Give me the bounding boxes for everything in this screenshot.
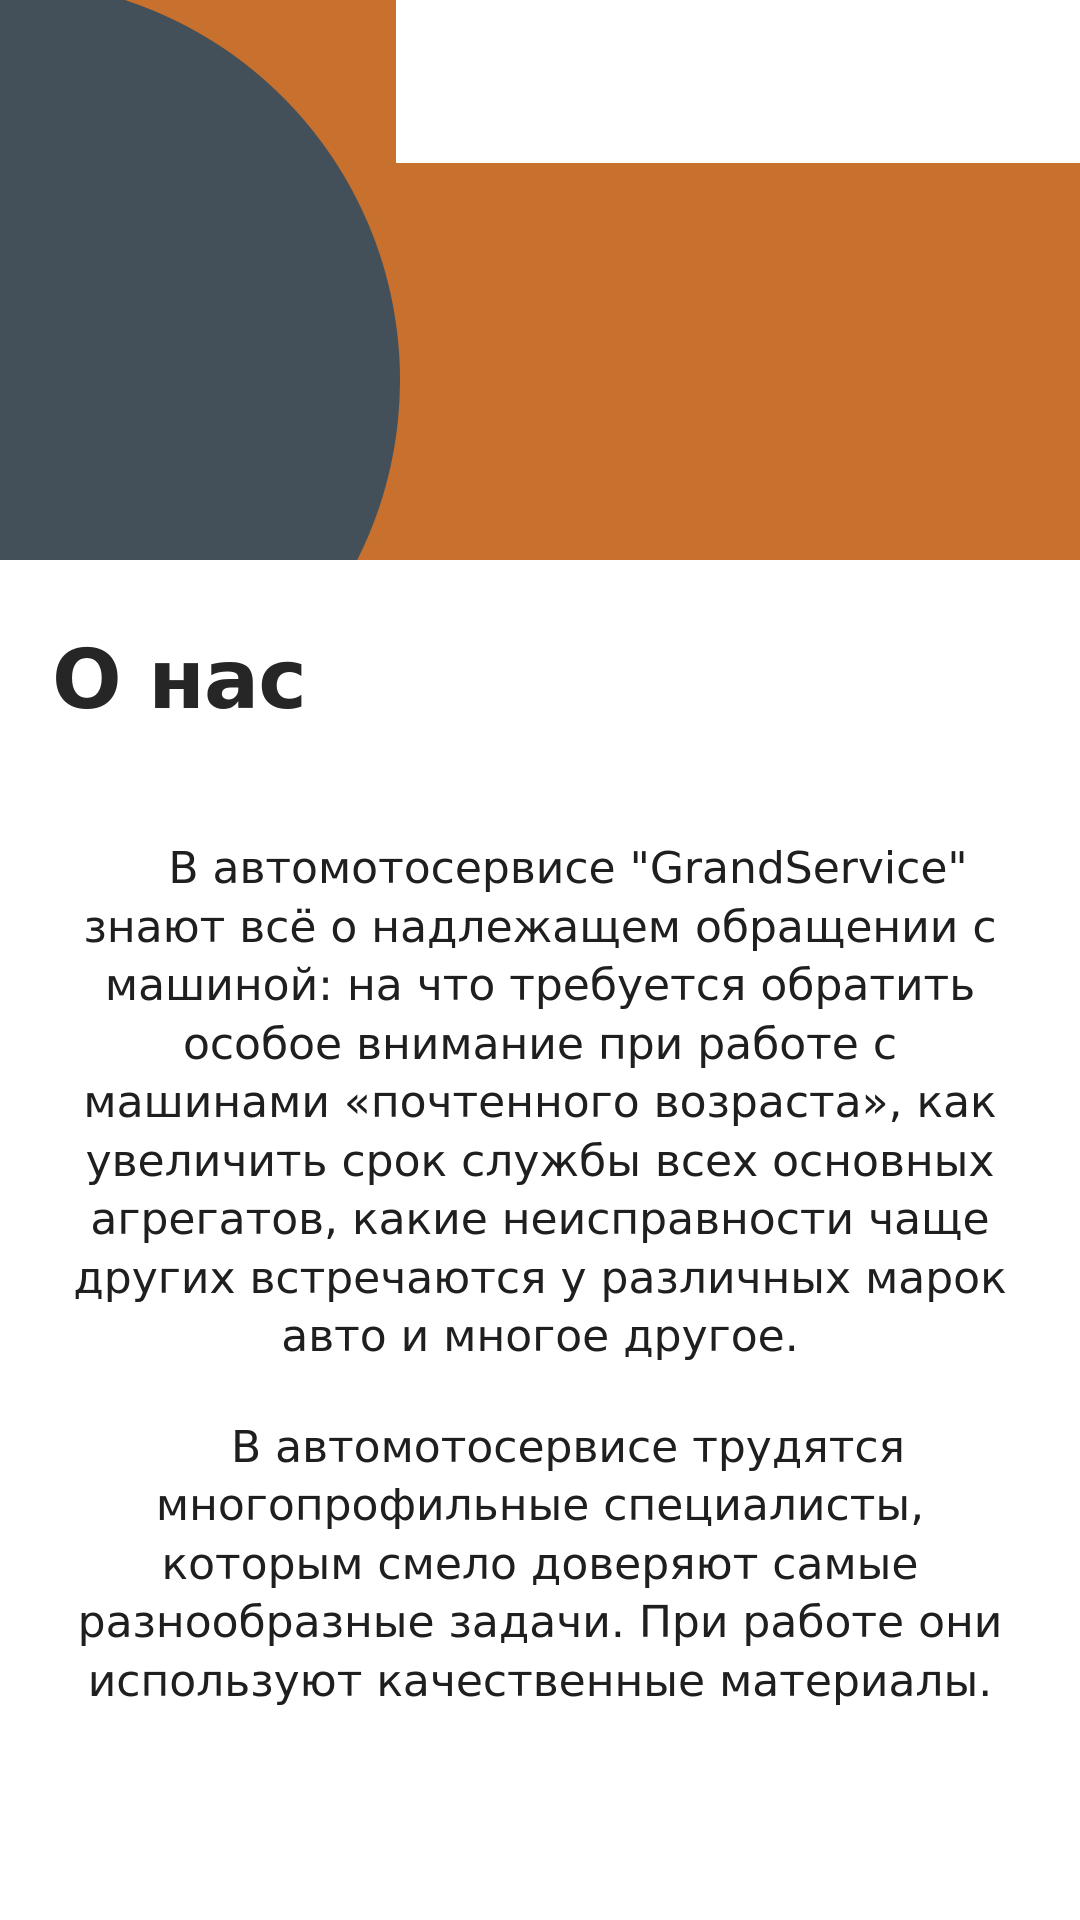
- about-text-block: [0, 722, 1080, 1711]
- about-paragraph-2: В автомотосервисе трудятся многопрофильные специалисты, которым смело доверяют самые разнообразные задачи. При работе они используют качественные материалы.: [77, 1421, 1003, 1707]
- wedge-mask: [396, 0, 1080, 163]
- page-title: О нас: [52, 633, 306, 728]
- content-area: [0, 633, 1080, 1711]
- about-paragraph-1: В автомотосервисе "GrandService" знают всё о надлежащем обращении с машиной: на что требуется обратить особое внимание при работе с машинами «почтенного возраста», как увеличить срок службы всех основных агрегатов, какие неисправности чаще других встречаются у различных марок авто и многое другое.: [73, 843, 1007, 1363]
- hero-decoration: [0, 0, 1080, 560]
